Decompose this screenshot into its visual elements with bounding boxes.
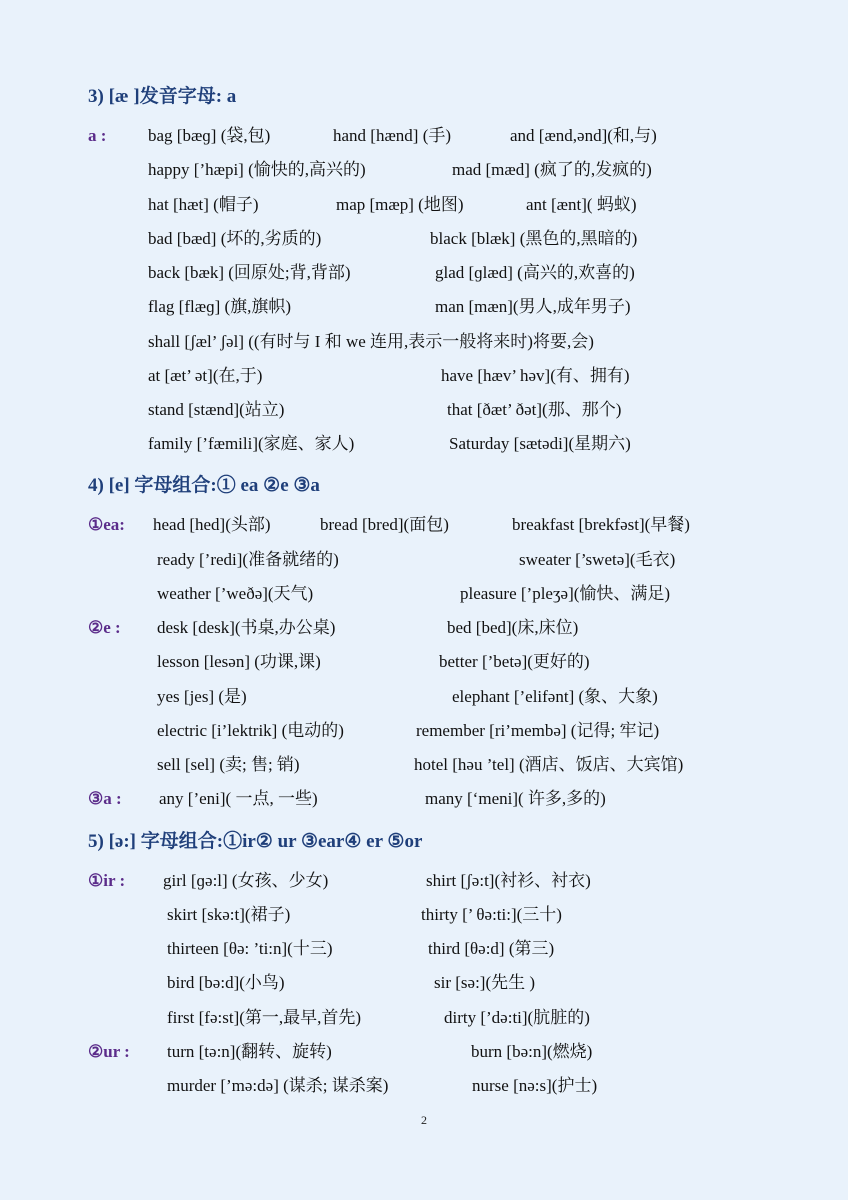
entry-bread: bread [bred](面包) [320,515,449,534]
entry-stand: stand [stænd](站立) [148,400,285,419]
entry-black: black [blæk] (黑色的,黑暗的) [430,229,638,248]
entry-mad: mad [mæd] (疯了的,发疯的) [452,160,652,179]
entry-man: man [mæn](男人,成年男子) [435,297,631,316]
entry-thirty: thirty [’ θə:ti:](三十) [421,905,562,924]
entry-any: any [’eni]( 一点, 一些) [159,789,318,808]
entry-back: back [bæk] (回原处;背,背部) [148,263,351,282]
entry-third: third [θə:d] (第三) [428,939,555,958]
entry-at: at [æt’ ət](在,于) [148,366,263,385]
group-tag-a: a : [88,126,107,145]
entry-flag: flag [flæɡ] (旗,旗帜) [148,297,292,316]
entry-ant: ant [ænt]( 蚂蚁) [526,195,637,214]
entry-thirteen: thirteen [θə: ’ti:n](十三) [167,939,333,958]
entry-saturday: Saturday [sætədi](星期六) [449,434,631,453]
entry-yes: yes [jes] (是) [157,687,247,706]
entry-and: and [ænd,ənd](和,与) [510,126,657,145]
entry-have: have [hæv’ həv](有、拥有) [441,366,630,385]
group-tag-ir: ①ir : [88,871,126,890]
entry-lesson: lesson [lesən] (功课,课) [157,652,321,671]
entry-shall: shall [ʃæl’ ʃəl] ((有时与 I 和 we 连用,表示一般将来时)将要,会) [148,332,594,351]
entry-breakfast: breakfast [brekfəst](早餐) [512,515,690,534]
entry-hand: hand [hænd] (手) [333,126,452,145]
entry-hotel: hotel [həu ’tel] (酒店、饭店、大宾馆) [414,755,684,774]
entry-bad: bad [bæd] (坏的,劣质的) [148,229,322,248]
entry-burn: burn [bə:n](燃烧) [471,1042,593,1061]
section-heading-5: 5) [ə:] 字母组合:①ir② ur ③ear④ er ⑤or [88,831,423,852]
group-tag-ea: ①ea: [88,515,125,534]
entry-elephant: elephant [’elifənt] (象、大象) [452,687,658,706]
entry-shirt: shirt [ʃə:t](衬衫、衬衣) [426,871,591,890]
group-tag-a2: ③a : [88,789,122,808]
entry-bird: bird [bə:d](小鸟) [167,973,285,992]
entry-murder: murder [’mə:də] (谋杀; 谋杀案) [167,1076,389,1095]
entry-nurse: nurse [nə:s](护士) [472,1076,598,1095]
entry-sir: sir [sə:](先生 ) [434,973,536,992]
entry-weather: weather [’weðə](天气) [157,584,314,603]
entry-sweater: sweater [’swetə](毛衣) [519,550,676,569]
entry-map: map [mæp] (地图) [336,195,464,214]
entry-bag: bag [bæɡ] (袋,包) [148,126,271,145]
entry-dirty: dirty [’də:ti](肮脏的) [444,1008,590,1027]
entry-happy: happy [’hæpi] (愉快的,高兴的) [148,160,366,179]
section-heading-3: 3) [æ ]发音字母: a [88,86,237,107]
entry-skirt: skirt [skə:t](裙子) [167,905,291,924]
group-tag-ur: ②ur : [88,1042,130,1061]
entry-ready: ready [’redi](准备就绪的) [157,550,339,569]
entry-bed: bed [bed](床,床位) [447,618,579,637]
entry-hat: hat [hæt] (帽子) [148,195,259,214]
entry-sell: sell [sel] (卖; 售; 销) [157,755,300,774]
group-tag-e: ②e : [88,618,121,637]
entry-that: that [ðæt’ ðət](那、那个) [447,400,622,419]
entry-remember: remember [ri’membə] (记得; 牢记) [416,721,660,740]
entry-first: first [fə:st](第一,最早,首先) [167,1008,362,1027]
page-number: 2 [421,1113,427,1127]
entry-glad: glad [ɡlæd] (高兴的,欢喜的) [435,263,635,282]
section-heading-4: 4) [e] 字母组合:① ea ②e ③a [88,475,320,496]
entry-many: many [‘meni]( 许多,多的) [425,789,606,808]
entry-better: better [’betə](更好的) [439,652,590,671]
entry-girl: girl [ɡə:l] (女孩、少女) [163,871,329,890]
entry-turn: turn [tə:n](翻转、旋转) [167,1042,332,1061]
entry-desk: desk [desk](书桌,办公桌) [157,618,336,637]
entry-pleasure: pleasure [’pleʒə](愉快、满足) [460,584,671,603]
entry-electric: electric [i’lektrik] (电动的) [157,721,344,740]
entry-family: family [’fæmili](家庭、家人) [148,434,355,453]
entry-head: head [hed](头部) [153,515,271,534]
